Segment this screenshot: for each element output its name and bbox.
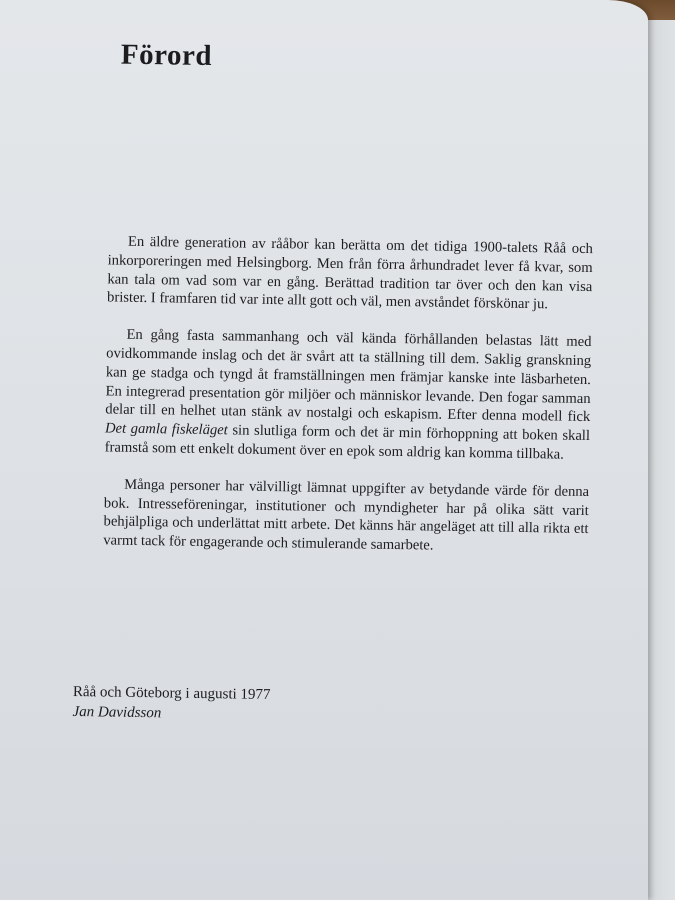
author-name: Jan Davidsson (72, 703, 162, 722)
page-title: Förord (120, 38, 213, 73)
paragraph-2-end: sin slutliga form och det är min förhoppning att boken skall framstå som ett enkelt dokument över en epok som aldrig kan komma tillbaka. (104, 422, 591, 463)
paragraph-1: En äldre generation av rååbor kan berätta om det tidiga 1900-talets Råå och inkorporeringen med Helsingborg. Men från förra århundradet lever få kvar, som kan tala om vad som var en gång. Berättad tradition tar över och den kan visa brister. I framfaren tid var inte allt gott och väl, men avståndet förskönar ju. (106, 233, 594, 313)
signature-block (72, 682, 270, 725)
paragraph-3: Många personer har välvilligt lämnat uppgifter av betydande värde för denna bok. Intresseföreningar, institutioner och myndigheter har på olika sätt varit behjälpliga och underlättat mitt arbete. Det känns här angeläget att till alla rikta ett varmt tack för engagerande och stimulerande samarbete. (103, 476, 590, 554)
page-text-block (72, 0, 594, 722)
book-title: Det gamla fiskeläget (104, 420, 228, 439)
paragraph-2 (105, 326, 592, 465)
paragraph-2-middle: Saklig granskning kan ge stadga och tyngd åt framställningen men främjar kanske inte läsbarheten. En integrerad presentation gör miljöer och människor levande. Den fogar samman delar till en helhet utan stänk av nostalgi och eskapism. Efter denna modell fick (105, 351, 592, 426)
place-date: Råå och Göteborg i augusti 1977 (72, 683, 271, 704)
foreword-body (103, 232, 593, 576)
paragraph-2-opening: En gång fasta sammanhang och väl kända förhållanden belastas lätt med ovidkommande inslag och det är svårt att ta ställning till dem. (106, 326, 592, 368)
